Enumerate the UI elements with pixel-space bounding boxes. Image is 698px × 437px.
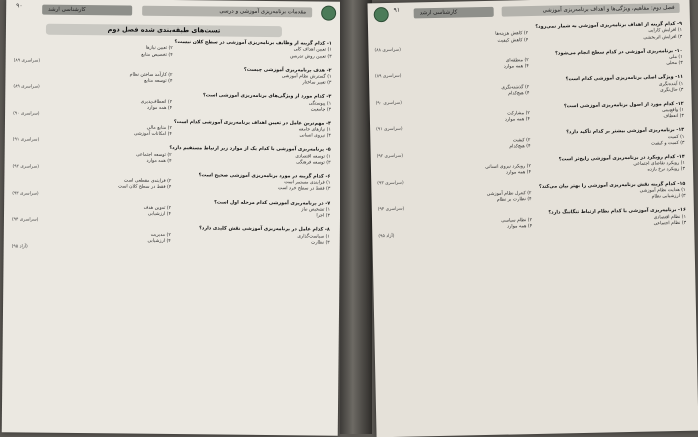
exam-source-note: (سراسری ۹۳)	[12, 190, 39, 197]
publisher-logo-icon	[321, 6, 336, 21]
option-item: ۳) جامعیت	[310, 107, 332, 113]
exam-source-note: (سراسری ۹۰)	[375, 100, 403, 107]
option-item: ۱) تعیین اهداف کلی	[293, 47, 332, 54]
question-text: ۱۳- برنامه‌ریزی آموزشی بیشتر بر کدام تأکید دارد؟	[566, 128, 685, 136]
option-item: ۱) توسعه اقتصادی	[295, 154, 331, 160]
option-item: ۳) محلی	[666, 60, 683, 67]
option-item: ۳) انعطاف	[663, 114, 684, 120]
option-item: ۴) همه موارد	[147, 105, 173, 111]
option-item: ۲) نظام سیاسی	[501, 217, 533, 224]
option-item: ۲) تعیین نیازها	[145, 46, 173, 52]
exam-source-note: (سراسری ۹۱)	[376, 127, 403, 133]
option-item: ۴) همه موارد	[507, 223, 533, 230]
question-text: ۹- کدام گزینه از اهداف برنامه‌ریزی آموزشی به شمار نمی‌رود؟	[535, 21, 683, 30]
option-item: ۴) هیچ‌کدام	[509, 143, 531, 150]
option-item: ۲) کاهش هزینه‌ها	[495, 31, 529, 38]
option-item: ۲) مشارکت	[507, 111, 530, 117]
option-item: ۱) نیازهای جامعه	[298, 127, 331, 133]
option-item: ۱) هدایت نظام آموزشی	[639, 187, 686, 194]
option-item: ۱) آینده‌نگری	[658, 81, 684, 87]
option-item: ۲) فرایندی مقطعی است	[123, 178, 172, 185]
exam-source-note: (سراسری ۹۲)	[12, 164, 39, 170]
option-item: ۲) مدیریت	[150, 232, 171, 238]
question-text: ۱۱- ویژگی اصلی برنامه‌ریزی آموزشی کدام است؟	[565, 75, 684, 83]
option-item: ۲) گذشته‌نگری	[501, 84, 530, 91]
option-item: ۲) رویکرد نیروی انسانی	[485, 164, 532, 171]
exam-source-note: (سراسری ۸۹)	[13, 84, 40, 90]
question-text: ۱۵- کدام گزینه نقش برنامه‌ریزی آموزشی را بهتر بیان می‌کند؟	[538, 181, 686, 190]
question-text: ۱- کدام گزینه از وظایف برنامه‌ریزی آموزشی در سطح کلان نیست؟	[174, 40, 332, 47]
option-item: ۳) نظارت	[310, 240, 330, 246]
question-text: ۳- کدام مورد از ویژگی‌های برنامه‌ریزی آموزشی است؟	[202, 93, 332, 100]
exam-source-note: (آزاد ۹۵)	[11, 244, 28, 250]
left-header-label: کارشناسی ارشد	[48, 6, 86, 14]
option-item: ۴) توسعه منابع	[144, 78, 173, 85]
section-title: تست‌های طبقه‌بندی شده فصل دوم	[46, 24, 282, 37]
right-header-subject: فصل دوم: مفاهیم، ویژگی‌ها و اهداف برنامه‌ریزی آموزشی	[542, 4, 675, 14]
option-item: ۴) فقط در سطح کلان است	[118, 184, 172, 191]
option-item: ۱) کمیت	[667, 134, 685, 140]
question-text: ۱۰- برنامه‌ریزی آموزشی در کدام سطح انجام می‌شود؟	[555, 48, 683, 57]
option-item: ۳) ارزشیابی نظام	[651, 193, 686, 200]
option-item: ۴) همه موارد	[146, 158, 172, 164]
option-item: ۴) همه موارد	[503, 64, 529, 70]
option-item: ۳) حال‌نگری	[660, 87, 684, 93]
option-item: ۲) کنترل نظام آموزشی	[486, 190, 532, 197]
option-item: ۳) رویکرد نرخ بازده	[647, 167, 686, 174]
option-item: ۴) همه موارد	[504, 117, 531, 123]
question-text: ۷- در برنامه‌ریزی آموزشی کدام مرحله اول است؟	[214, 200, 331, 207]
option-item: ۱) گسترش نظام آموزشی	[281, 74, 332, 80]
question-text: ۱۶- برنامه‌ریزی آموزشی با کدام نظام ارتباط تنگاتنگ دارد؟	[548, 207, 686, 216]
exam-source-note: (سراسری ۹۰)	[13, 111, 40, 117]
option-item: ۱) افزایش کارایی	[648, 28, 683, 34]
option-item: ۴) ارزشیابی	[147, 211, 172, 218]
option-item: ۱) سیاست‌گذاری	[297, 233, 330, 240]
option-item: ۴) کاهش کیفیت	[497, 37, 529, 44]
option-item: ۲) تدوین هدف	[143, 205, 172, 211]
left-header-bar-label	[42, 5, 132, 16]
left-page-header	[12, 2, 336, 20]
question-text: ۱۲- کدام مورد از اصول برنامه‌ریزی آموزشی است؟	[563, 101, 684, 110]
option-item: ۳) کمیت و کیفیت	[651, 140, 685, 147]
exam-source-note: (سراسری ۸۹)	[374, 73, 402, 80]
option-item: ۱) نظام اقتصادی	[653, 214, 687, 221]
left-questions	[4, 38, 342, 252]
option-item: ۱) واقع‌بینی	[662, 108, 684, 114]
option-item: ۳) توسعه فرهنگی	[296, 160, 331, 166]
question-text: ۸- کدام عامل در برنامه‌ریزی آموزشی نقش کلیدی دارد؟	[199, 226, 330, 233]
exam-source-note: (سراسری ۹۲)	[376, 153, 404, 160]
option-item: ۳) نیروی انسانی	[299, 133, 331, 139]
exam-source-note: (سراسری ۹۱)	[12, 137, 40, 143]
option-item: ۱) تشخیص نیاز	[301, 207, 331, 213]
right-page	[367, 0, 698, 437]
question-text: ۵- برنامه‌ریزی آموزشی با کدام یک از موارد زیر ارتباط مستقیم دارد؟	[169, 146, 331, 154]
right-questions	[368, 22, 694, 239]
exam-source-note: (سراسری ۸۹)	[13, 57, 41, 64]
question-text: ۴- مهم‌ترین عامل در تعیین اهداف برنامه‌ریزی آموزشی کدام است؟	[173, 119, 332, 127]
right-page-header	[374, 1, 684, 22]
question-text: ۲- هدف برنامه‌ریزی آموزشی چیست؟	[243, 67, 332, 74]
left-header-bar-subject	[142, 6, 312, 18]
option-item: ۲) منابع مالی	[146, 125, 172, 132]
right-header-bar-subject	[502, 3, 680, 17]
option-item: ۳) نظام اجتماعی	[653, 220, 687, 227]
option-item: ۳) تعیین روش تدریس	[290, 53, 332, 60]
option-item: ۲) توسعه اجتماعی	[136, 152, 172, 158]
right-header-label: کارشناسی ارشد	[419, 9, 458, 17]
option-item: ۳) اجرا	[316, 213, 331, 219]
option-item: ۱) رویکرد تقاضای اجتماعی	[633, 161, 685, 168]
option-item: ۳) افزایش اثربخشی	[643, 34, 683, 41]
left-header-subject: مقدمات برنامه‌ریزی آموزشی و درسی	[219, 8, 307, 16]
option-item: ۱) فرایندی مستمر است	[284, 180, 331, 187]
option-item: ۴) امکانات آموزشی	[133, 131, 172, 138]
question-text: ۶- کدام گزینه در مورد برنامه‌ریزی آموزشی صحیح است؟	[198, 173, 331, 180]
right-header-bar-label	[414, 7, 494, 19]
option-item: ۱) پیوستگی	[308, 101, 332, 107]
exam-source-note: (سراسری ۹۴)	[11, 217, 39, 223]
exam-source-note: (سراسری ۸۸)	[374, 47, 401, 53]
option-item: ۴) تخصیص منابع	[141, 52, 173, 58]
option-item: ۴) ارزشیابی	[147, 238, 171, 244]
exam-source-note: (آزاد ۹۵)	[378, 233, 395, 239]
option-item: ۲) انعطاف‌پذیری	[140, 99, 173, 105]
left-page-number: ۹۰	[16, 2, 23, 10]
option-item: ۲) منطقه‌ای	[505, 58, 529, 64]
option-item: ۴) نظارت بر نظام	[496, 197, 532, 203]
option-item: ۴) همه موارد	[505, 170, 532, 177]
option-item: ۴) هیچ‌کدام	[508, 90, 530, 97]
left-page	[2, 0, 343, 436]
option-item: ۲) کارآمد ساختن نظام	[129, 72, 173, 78]
publisher-logo-icon	[374, 7, 389, 22]
option-item: ۲) کیفیت	[512, 137, 531, 144]
exam-source-note: (سراسری ۹۳)	[377, 180, 404, 186]
right-page-number: ۹۱	[393, 6, 401, 14]
book-spine	[340, 0, 372, 434]
question-text: ۱۴- کدام رویکرد در برنامه‌ریزی آموزشی رایج‌تر است؟	[558, 154, 685, 163]
option-item: ۱) ملی	[669, 54, 683, 61]
option-item: ۳) فقط در سطح خرد است	[277, 186, 331, 193]
exam-source-note: (سراسری ۹۴)	[377, 206, 405, 213]
option-item: ۳) تغییر ساختار	[302, 80, 332, 86]
